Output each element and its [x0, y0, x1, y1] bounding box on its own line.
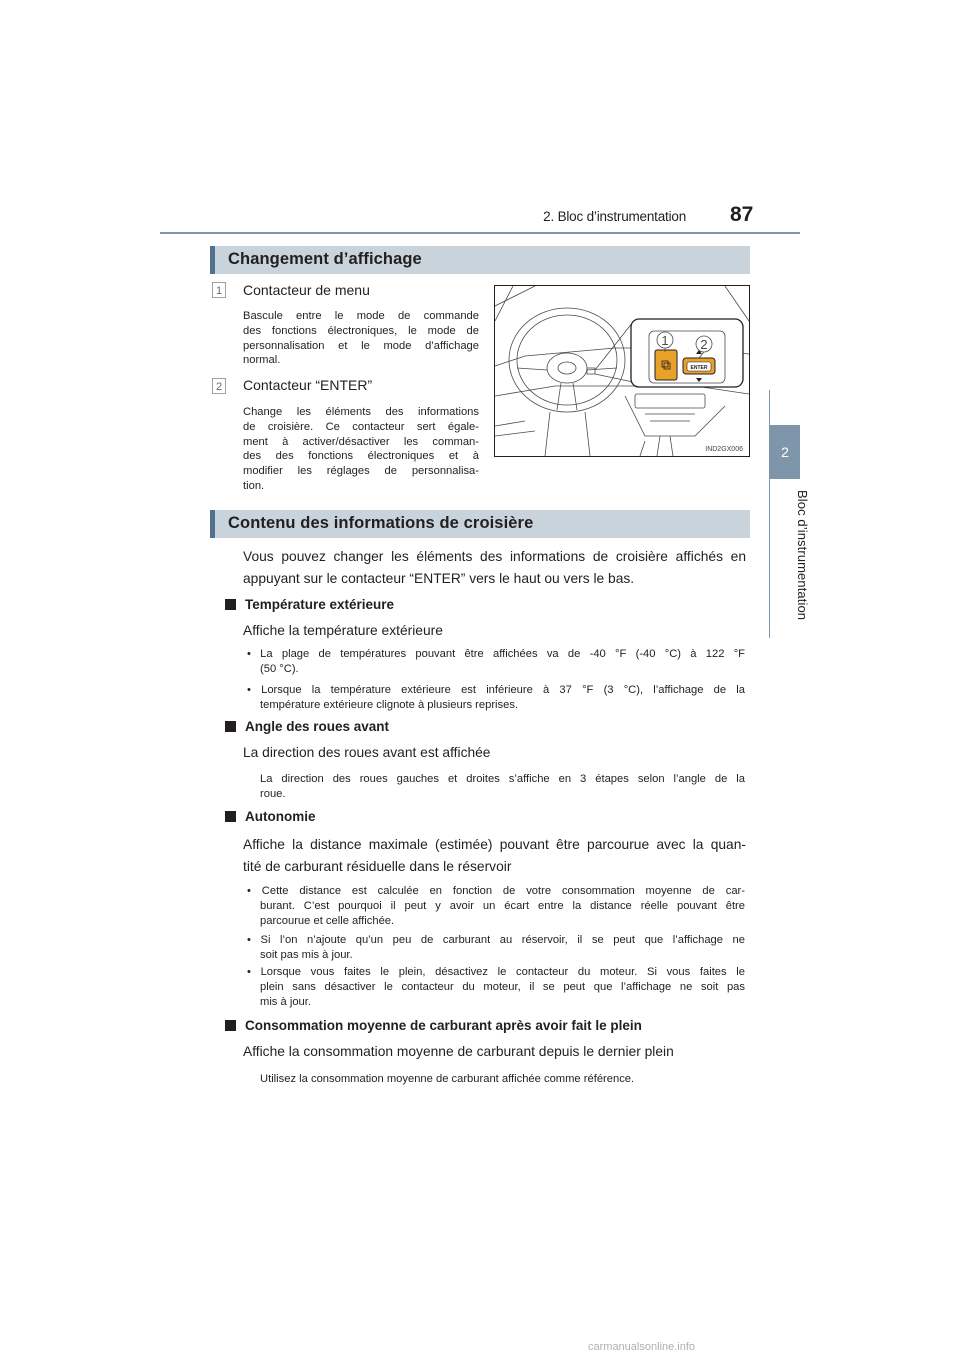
item-number-2: 2: [212, 378, 226, 394]
chapter-tab-number: 2: [770, 425, 800, 479]
section2-intro: Vous pouvez changer les éléments des informations de croisière affichés en appuyant sur le contacteur “ENTER” vers le haut ou vers le bas.: [243, 549, 746, 586]
subsection-title-angle: Angle des roues avant: [225, 719, 389, 734]
header-rule: [160, 232, 800, 234]
square-bullet-icon: [225, 599, 236, 610]
square-bullet-icon: [225, 811, 236, 822]
callout-1: 1: [661, 333, 669, 348]
watermark: carmanualsonline.info: [588, 1341, 696, 1353]
subsection-title-temperature: Température extérieure: [225, 597, 394, 612]
dashboard-illustration: [494, 285, 750, 457]
temperature-bullet-1: • La plage de températures pouvant être affichées va de -40 °F (-40 °C) à 122 °F (50 °C).: [247, 648, 745, 675]
item-title-menu-switch: Contacteur de menu: [243, 282, 370, 298]
subsection-body-consommation: Affiche la consommation moyenne de carburant depuis le dernier plein: [243, 1044, 674, 1059]
chapter-tab-label: Bloc d’instrumentation: [795, 490, 810, 621]
enter-switch-label: ENTER: [690, 365, 708, 371]
subsection-body-angle: La direction des roues avant est affichée: [243, 745, 491, 760]
square-bullet-icon: [225, 721, 236, 732]
item-title-enter-switch: Contacteur “ENTER”: [243, 377, 373, 393]
angle-note: La direction des roues gauches et droites s’affiche en 3 étapes selon l’angle de la roue.: [260, 773, 745, 800]
subsection-body-autonomie: Affiche la distance maximale (estimée) pouvant être parcourue avec la quan- tité de carburant résiduelle dans le réservoir: [243, 837, 746, 874]
running-header-section: 2. Bloc d’instrumentation: [543, 209, 686, 224]
autonomie-bullet-1: • Cette distance est calculée en fonction de votre consommation moyenne de car- burant. C’est pourquoi il peut y avoir un écart entre la distance réelle pouvant être parcourue et celle affichée.: [247, 885, 745, 927]
section-bar-changement-affichage: [210, 246, 750, 274]
item-description-enter-switch: Change les éléments des informations de croisière. Ce contacteur sert égale- ment à activer/désactiver les comman- des des fonctions électroniques et à modifier les réglages de personnalisa- tion.: [243, 406, 479, 492]
subsection-title-consommation: Consommation moyenne de carburant après avoir fait le plein: [225, 1018, 642, 1033]
callout-2: 2: [700, 337, 708, 352]
steering-wheel-controls-drawing: [495, 286, 749, 456]
subsection-body-temperature: Affiche la température extérieure: [243, 623, 443, 638]
subsection-title-autonomie: Autonomie: [225, 809, 316, 824]
temperature-bullet-2: • Lorsque la température extérieure est inférieure à 37 °F (3 °C), l’affichage de la température extérieure clignote à plusieurs reprises.: [247, 684, 745, 711]
consommation-note: Utilisez la consommation moyenne de carburant affichée comme référence.: [260, 1073, 635, 1085]
illustration-code: IND2GX006: [705, 446, 743, 453]
section-bar-contenu-informations: [210, 510, 750, 538]
section-title: Changement d’affichage: [228, 250, 422, 268]
item-description-menu-switch: Bascule entre le mode de commande des fonctions électroniques, le mode de personnalisation et le mode d’affichage normal.: [243, 310, 479, 367]
autonomie-bullet-2: • Si l’on n’ajoute qu’un peu de carburant au réservoir, il se peut que l’affichage ne soit pas mis à jour.: [247, 934, 745, 961]
autonomie-bullet-3: • Lorsque vous faites le plein, désactivez le contacteur du moteur. Si vous faites le plein sans désactiver le contacteur du moteur, il se peut que l’affichage ne soit pas mis à jour.: [247, 966, 745, 1008]
section-title: Contenu des informations de croisière: [228, 514, 534, 532]
page-number: 87: [730, 203, 754, 226]
square-bullet-icon: [225, 1020, 236, 1031]
item-number-1: 1: [212, 282, 226, 298]
